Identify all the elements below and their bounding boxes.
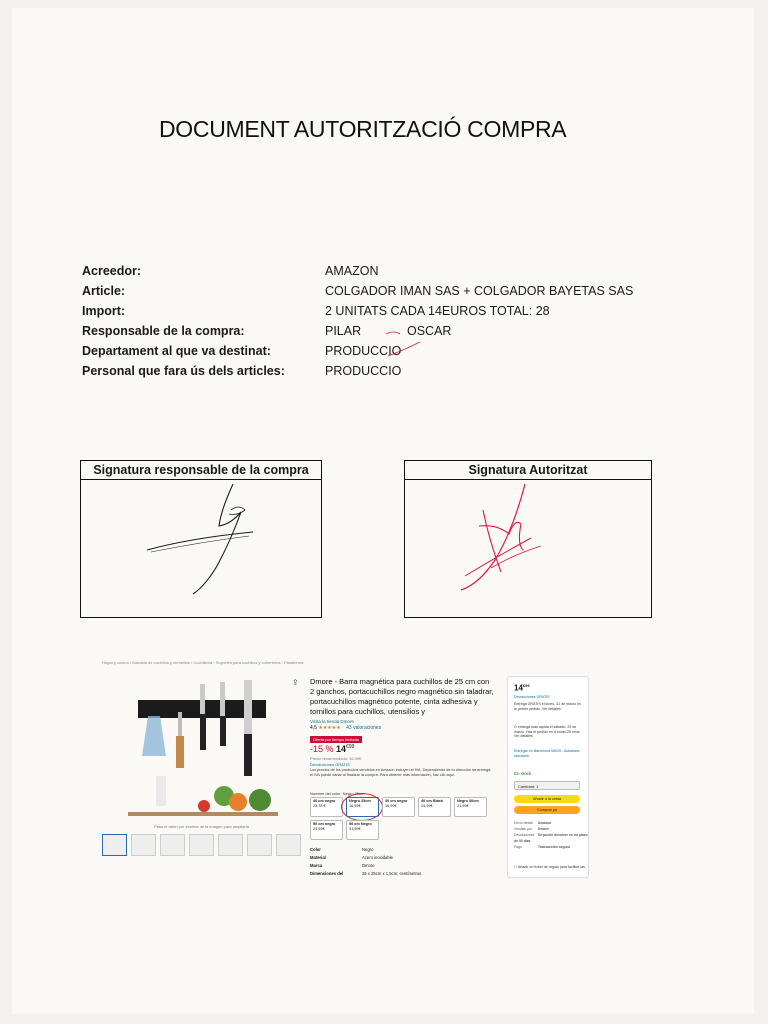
price-cents: €99 (346, 744, 355, 750)
field-label: Import: (82, 304, 126, 318)
seller-info-key: Vendido por (514, 827, 533, 831)
spec-key: Color (310, 847, 321, 852)
variant-option[interactable] (310, 820, 343, 840)
document-page (12, 8, 754, 1014)
variant-option-selected[interactable] (346, 797, 379, 817)
seller-info-value: Amazon (538, 821, 552, 825)
field-row-import (82, 304, 682, 324)
field-label: Acreedor: (82, 264, 142, 278)
seller-info-value: Se puede devolver en un plazo de 30 días (514, 833, 588, 843)
variant-name: Negro 30cm (457, 799, 479, 803)
seller-info-row (514, 832, 588, 844)
field-row-personal (82, 364, 682, 384)
color-label: Nombre del color: Negro 25cm (310, 791, 365, 796)
field-value: AMAZON (325, 264, 379, 278)
rating-row (310, 725, 381, 731)
thumbnail[interactable] (160, 834, 185, 856)
spec-row (310, 846, 421, 854)
brand-link[interactable]: Visita la tienda Dmore (310, 719, 354, 724)
product-screenshot (102, 660, 592, 878)
spec-key: Dimensiones del (310, 871, 344, 876)
field-value: 2 UNITATS CADA 14EUROS TOTAL: 28 (325, 304, 550, 318)
document-title: DOCUMENT AUTORITZACIÓ COMPRA (159, 116, 567, 142)
previous-price: Precio recomendado: 16,99€ (310, 756, 362, 761)
signature-box-authorized (404, 460, 652, 618)
price-row (310, 744, 354, 754)
thumbnail[interactable] (131, 834, 156, 856)
field-value: COLGADOR IMAN SAS + COLGADOR BAYETAS SAS (325, 284, 634, 298)
quantity-select[interactable]: Cantidad: 1 (514, 781, 580, 790)
variant-price: 16,99€ (349, 803, 361, 808)
buy-now-button[interactable]: Comprar ya (514, 806, 580, 814)
field-row-responsable (82, 324, 682, 344)
fields-list (82, 264, 682, 384)
spec-row (310, 870, 421, 878)
gift-checkbox-row[interactable]: ☐ Añadir un ticket de regalo para facilitar las (514, 865, 585, 869)
thumbnail-strip (102, 834, 301, 856)
variant-option[interactable] (454, 797, 487, 817)
seller-info-key: Envío desde (514, 821, 533, 825)
thumbnail[interactable] (247, 834, 272, 856)
zoom-hint: Pasa el ratón por encima de la imagen para ampliarla (154, 824, 249, 829)
field-label: Personal que fara ús dels articles: (82, 364, 285, 378)
seller-info (514, 820, 588, 850)
star-rating-icon[interactable]: ★★★★★ (318, 725, 341, 731)
variant-price: 23,78 € (313, 803, 326, 808)
variant-name: 40 cm negro (313, 799, 336, 803)
signature-box-heading: Signatura Autoritzat (405, 461, 651, 480)
field-label: Departament al que va destinat: (82, 344, 271, 358)
buybox-price (514, 683, 530, 693)
field-row-article (82, 284, 682, 304)
field-row-departament (82, 344, 682, 364)
price-amount: 14 (336, 744, 347, 754)
spec-key: Marca (310, 863, 323, 868)
variant-option[interactable] (346, 820, 379, 840)
stray-pen-mark (384, 328, 424, 358)
breadcrumb: Hogar y cocina › Subasta de cuchillos y utensilios › Cuchillería › Soportes para cuchillos y cuberteros › Plataforma (102, 660, 304, 665)
spec-row (310, 854, 421, 862)
variant-price: 24,99€ (421, 803, 433, 808)
seller-info-row (514, 844, 588, 850)
buybox-price-cents: €99 (522, 683, 530, 688)
spec-value: 25 x 25cm x 1,5cm; centímetros (362, 871, 422, 876)
handwritten-signature-black (81, 480, 321, 616)
seller-info-value: Transacción segura (538, 845, 570, 849)
field-row-acreedor (82, 264, 682, 284)
variant-name: 40 cm Black (421, 799, 443, 803)
variant-options (310, 797, 495, 840)
stock-status: En stock (514, 771, 532, 776)
fastest-delivery-info: O entrega más rápida el sábado, 29 de marzo. Haz el pedido en 8 horas 25 mins. Ver detalles (514, 725, 581, 739)
buybox-price-amount: 14 (514, 683, 523, 693)
variant-name: 50 cm negro (313, 822, 336, 826)
signature-box-heading: Signatura responsable de la compra (81, 461, 321, 480)
variant-price: 24,99€ (313, 826, 325, 831)
variant-option[interactable] (382, 797, 415, 817)
gift-checkbox-label: Añadir un ticket de regalo para facilitar las (518, 865, 585, 869)
variant-name: 50 cm Negro (349, 822, 372, 826)
product-main-image (112, 678, 292, 820)
buy-box (507, 676, 589, 878)
add-to-cart-button[interactable]: Añadir a la cesta (514, 795, 580, 803)
deal-badge: Oferta por tiempo limitado (310, 736, 362, 743)
product-title[interactable]: Dmore - Barra magnética para cuchillos de 25 cm con 2 ganchos, portacuchillos negro magnético sin taladrar, portacuchillos magnético potente, cinta adhesiva y tornillos para cuchillos, utensilios y (310, 677, 494, 716)
variant-price: 16,99€ (385, 803, 397, 808)
spec-key: Material (310, 855, 326, 860)
variant-price: 21,99€ (457, 803, 469, 808)
field-value: PILAR (325, 324, 362, 338)
signature-box-buyer (80, 460, 322, 618)
field-label: Responsable de la compra: (82, 324, 245, 338)
share-icon[interactable]: ⇪ (292, 678, 299, 687)
thumbnail[interactable] (189, 834, 214, 856)
variant-name: Negro 25cm (349, 799, 371, 803)
returns-link[interactable]: Devoluciones GRATIS (310, 762, 350, 767)
spec-value: Acero inoxidable (362, 855, 393, 860)
variant-name: 30 cm negro (385, 799, 408, 803)
field-value: PRODUCCIO (325, 364, 402, 378)
field-label: Article: (82, 284, 126, 298)
rating-count-link[interactable]: 43 valoraciones (346, 725, 382, 731)
handwritten-signature-red (405, 480, 651, 616)
variant-price: 31,99€ (349, 826, 361, 831)
variant-option[interactable] (418, 797, 451, 817)
spec-value: Dmore (362, 863, 375, 868)
buybox-returns-link[interactable]: Devoluciones GRATIS (514, 695, 550, 699)
field-value-second: OSCAR (407, 324, 452, 338)
spec-table (310, 846, 421, 878)
seller-info-value: Dmore (538, 827, 549, 831)
seller-info-key: Devoluciones (514, 833, 535, 837)
vat-notice: Los precios de los productos vendidos en Amazon incluyen el IVA. Dependiendo de tu dirección de entrega, el IVA puede variar al finalizar la compra. Para obtener más información, haz clic aquí. (310, 768, 492, 777)
thumbnail[interactable] (102, 834, 127, 856)
variant-option[interactable] (310, 797, 343, 817)
thumbnail[interactable] (276, 834, 301, 856)
hand-drawn-circle (341, 793, 383, 821)
field-value: PRODUCCIO (325, 344, 402, 358)
discount-percent: -15 % (310, 744, 334, 754)
rating-value: 4,5 (310, 725, 317, 731)
spec-value: Negro (362, 847, 374, 852)
thumbnail[interactable] (218, 834, 243, 856)
delivery-info: Entrega GRATIS el lunes, 31 de marzo en tu primer pedido. Ver detalles (514, 702, 582, 711)
location-link[interactable]: Entregar en Barcelona 08029 - Actualizar ubicación (514, 749, 580, 758)
seller-info-key: Pago (514, 845, 522, 849)
spec-row (310, 862, 421, 870)
